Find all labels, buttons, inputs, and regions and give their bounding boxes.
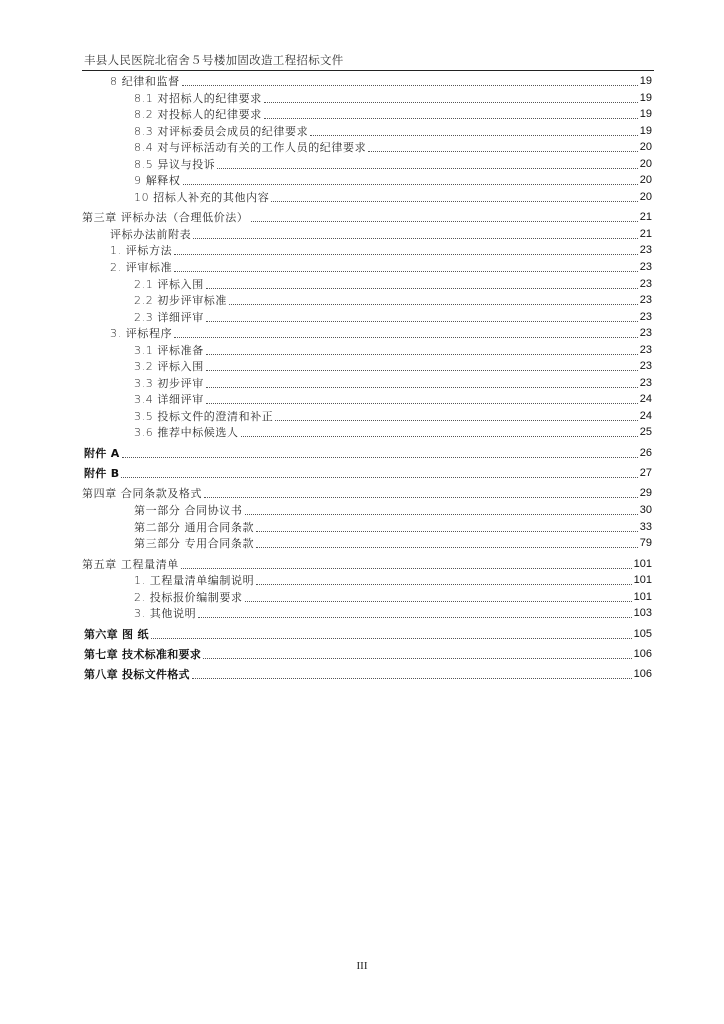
toc-entry-page: 24	[639, 410, 652, 422]
toc-entry-label: 第三部分 专用合同条款	[134, 537, 255, 550]
toc-dot-leader	[174, 337, 638, 338]
toc-entry-page: 33	[639, 521, 652, 533]
toc-dot-leader	[310, 135, 638, 136]
toc-dot-leader	[174, 271, 638, 272]
toc-entry-page: 20	[639, 174, 652, 186]
toc-entry-page: 29	[639, 487, 652, 499]
toc-dot-leader	[198, 617, 631, 618]
toc-entry-label: 第四章 合同条款及格式	[82, 487, 203, 500]
toc-entry[interactable]	[134, 293, 652, 308]
toc-entry-page: 19	[639, 125, 652, 137]
toc-entry-page: 27	[639, 467, 652, 479]
toc-entry-page: 24	[639, 393, 652, 405]
toc-entry-page: 23	[639, 294, 652, 306]
toc-entry[interactable]	[134, 536, 652, 551]
toc-entry[interactable]	[134, 425, 652, 440]
toc-entry-label: 3.5 投标文件的澄清和补正	[134, 410, 274, 423]
toc-dot-leader	[174, 254, 638, 255]
toc-entry[interactable]	[134, 376, 652, 391]
toc-entry-page: 25	[639, 426, 652, 438]
toc-entry-label: 1. 评标方法	[110, 244, 173, 257]
toc-entry-page: 105	[633, 628, 652, 640]
header-rule	[82, 70, 654, 71]
toc-entry[interactable]	[84, 627, 652, 642]
toc-dot-leader	[229, 304, 638, 305]
toc-entry-label: 3.2 评标入围	[134, 360, 204, 373]
toc-entry-label: 第三章 评标办法（合理低价法）	[82, 211, 249, 224]
toc-dot-leader	[183, 184, 638, 185]
toc-dot-leader	[206, 288, 638, 289]
toc-entry-page: 23	[639, 360, 652, 372]
toc-dot-leader	[264, 102, 638, 103]
toc-dot-leader	[241, 436, 638, 437]
toc-dot-leader	[217, 168, 637, 169]
toc-entry[interactable]	[110, 227, 652, 242]
toc-entry-page: 21	[639, 228, 652, 240]
toc-entry-page: 23	[639, 377, 652, 389]
toc-entry-page: 23	[639, 261, 652, 273]
toc-entry[interactable]	[134, 190, 652, 205]
toc-entry-page: 101	[633, 591, 652, 603]
toc-entry-label: 第五章 工程量清单	[82, 558, 179, 571]
toc-entry-label: 第二部分 通用合同条款	[134, 521, 255, 534]
toc-dot-leader	[192, 678, 632, 679]
toc-dot-leader	[256, 584, 631, 585]
toc-entry[interactable]	[134, 359, 652, 374]
toc-entry[interactable]	[134, 343, 652, 358]
toc-entry[interactable]	[134, 503, 652, 518]
toc-dot-leader	[151, 638, 632, 639]
toc-entry-page: 23	[639, 327, 652, 339]
toc-entry[interactable]	[134, 520, 652, 535]
toc-entry-page: 21	[639, 211, 652, 223]
toc-dot-leader	[181, 568, 632, 569]
toc-entry[interactable]	[134, 277, 652, 292]
toc-entry-page: 23	[639, 311, 652, 323]
toc-entry-label: 2.2 初步评审标准	[134, 294, 227, 307]
toc-entry-page: 19	[639, 75, 652, 87]
toc-entry[interactable]	[134, 140, 652, 155]
toc-entry-page: 106	[633, 668, 652, 680]
toc-entry[interactable]	[84, 446, 652, 461]
toc-dot-leader	[193, 238, 638, 239]
toc-entry-page: 30	[639, 504, 652, 516]
toc-dot-leader	[182, 85, 638, 86]
toc-entry-label: 第一部分 合同协议书	[134, 504, 243, 517]
toc-dot-leader	[206, 387, 638, 388]
toc-dot-leader	[256, 547, 638, 548]
toc-entry[interactable]	[134, 392, 652, 407]
toc-entry[interactable]	[134, 173, 652, 188]
toc-entry[interactable]	[84, 466, 652, 481]
toc-dot-leader	[121, 477, 637, 478]
toc-entry-label: 3.6 推荐中标候选人	[134, 426, 239, 439]
toc-dot-leader	[368, 151, 638, 152]
toc-entry-label: 3. 其他说明	[134, 607, 197, 620]
toc-dot-leader	[206, 370, 638, 371]
toc-entry-label: 10 招标人补充的其他内容	[134, 191, 270, 204]
toc-entry-label: 8.3 对评标委员会成员的纪律要求	[134, 125, 309, 138]
toc-dot-leader	[206, 354, 638, 355]
toc-entry-page: 20	[639, 158, 652, 170]
toc-entry-page: 79	[639, 537, 652, 549]
toc-dot-leader	[275, 420, 637, 421]
toc-dot-leader	[264, 118, 638, 119]
document-header: 丰县人民医院北宿舍５号楼加固改造工程招标文件	[84, 53, 344, 67]
toc-entry-label: 8.4 对与评标活动有关的工作人员的纪律要求	[134, 141, 367, 154]
toc-entry-label: 附件 A	[84, 447, 120, 460]
toc-entry-label: 第八章 投标文件格式	[84, 668, 190, 681]
toc-entry-page: 26	[639, 447, 652, 459]
toc-entry-label: 2.1 评标入围	[134, 278, 204, 291]
toc-dot-leader	[122, 457, 638, 458]
toc-entry[interactable]	[134, 310, 652, 325]
toc-dot-leader	[245, 601, 632, 602]
toc-entry[interactable]	[82, 557, 652, 572]
toc-entry-page: 23	[639, 278, 652, 290]
toc-entry[interactable]	[134, 606, 652, 621]
toc-dot-leader	[251, 221, 638, 222]
toc-entry[interactable]	[82, 210, 652, 225]
toc-entry[interactable]	[134, 107, 652, 122]
toc-entry[interactable]	[110, 260, 652, 275]
toc-entry-label: 附件 B	[84, 467, 120, 480]
toc-entry-label: 9 解释权	[134, 174, 181, 187]
toc-entry-label: 8.5 异议与投诉	[134, 158, 216, 171]
toc-entry-page: 106	[633, 648, 652, 660]
toc-entry-page: 19	[639, 108, 652, 120]
toc-entry[interactable]	[82, 486, 652, 501]
toc-entry-label: 8.2 对投标人的纪律要求	[134, 108, 262, 121]
page-number: III	[356, 960, 368, 972]
toc-entry[interactable]	[134, 409, 652, 424]
toc-entry-label: 评标办法前附表	[110, 228, 192, 241]
toc-entry[interactable]	[134, 124, 652, 139]
toc-entry-page: 19	[639, 92, 652, 104]
toc-dot-leader	[203, 658, 632, 659]
toc-entry-label: 第六章 图 纸	[84, 628, 149, 641]
toc-entry-page: 23	[639, 244, 652, 256]
toc-dot-leader	[206, 321, 638, 322]
toc-entry-label: 2. 投标报价编制要求	[134, 591, 243, 604]
toc-entry[interactable]	[110, 326, 652, 341]
toc-entry[interactable]	[134, 573, 652, 588]
toc-entry-label: 2. 评审标准	[110, 261, 173, 274]
toc-entry-page: 20	[639, 141, 652, 153]
toc-dot-leader	[245, 514, 638, 515]
toc-entry[interactable]	[134, 157, 652, 172]
toc-entry[interactable]	[110, 74, 652, 89]
toc-entry-label: 3.1 评标准备	[134, 344, 204, 357]
toc-entry[interactable]	[110, 243, 652, 258]
toc-entry-label: 8 纪律和监督	[110, 75, 180, 88]
toc-entry-label: 3. 评标程序	[110, 327, 173, 340]
toc-entry-page: 101	[633, 574, 652, 586]
toc-dot-leader	[271, 201, 637, 202]
toc-entry-page: 101	[633, 558, 652, 570]
toc-entry[interactable]	[84, 667, 652, 682]
toc-entry-label: 1. 工程量清单编制说明	[134, 574, 255, 587]
toc-entry-page: 103	[633, 607, 652, 619]
toc-dot-leader	[206, 403, 638, 404]
toc-dot-leader	[256, 531, 638, 532]
toc-entry-label: 8.1 对招标人的纪律要求	[134, 92, 262, 105]
toc-entry-label: 3.4 详细评审	[134, 393, 204, 406]
toc-entry[interactable]	[134, 590, 652, 605]
toc-entry[interactable]	[134, 91, 652, 106]
toc-entry[interactable]	[84, 647, 652, 662]
toc-entry-label: 2.3 详细评审	[134, 311, 204, 324]
toc-entry-label: 第七章 技术标准和要求	[84, 648, 202, 661]
toc-entry-page: 20	[639, 191, 652, 203]
toc-dot-leader	[204, 497, 638, 498]
toc-entry-label: 3.3 初步评审	[134, 377, 204, 390]
toc-entry-page: 23	[639, 344, 652, 356]
